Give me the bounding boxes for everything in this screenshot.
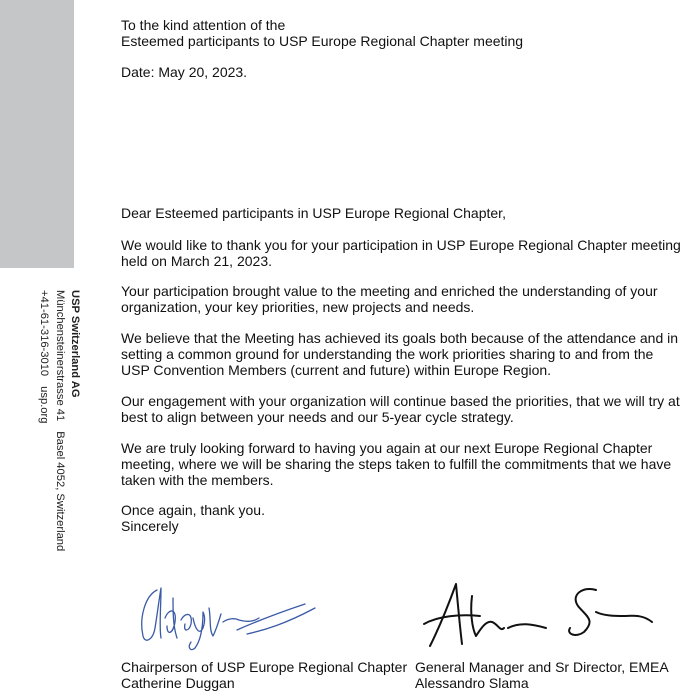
signatory-chair [121, 659, 407, 691]
sender-address [38, 290, 82, 570]
salutation: Dear Esteemed participants in USP Europe Regional Chapter, [121, 205, 506, 221]
signatory-title: Chairperson of USP Europe Regional Chapter [121, 659, 408, 675]
paragraph-2: Your participation brought value to the meeting and enriched the understanding of your organization, your key priorities, new projects and needs. [121, 283, 658, 315]
paragraph-4: Our engagement with your organization will continue based the priorities, that we will try at best to align between your needs and our 5-year cycle strategy. [121, 393, 680, 425]
address-phone: +41-61-316-3010 [38, 290, 50, 377]
signature-slama [420, 576, 660, 651]
letter-date: Date: May 20, 2023. [121, 64, 248, 80]
address-web[interactable]: usp.org [38, 386, 50, 424]
address-street: Münchensteinerstrasse 41 [54, 290, 66, 422]
attention-line-2: Esteemed participants to USP Europe Regional Chapter meeting [121, 33, 524, 49]
attention-block [121, 17, 681, 49]
closing [121, 502, 681, 534]
paragraph-3: We believe that the Meeting has achieved its goals both because of the attendance and in setting a common ground for understanding the work priorities sharing to and from the USP Convention Members (current and future) within Europe Region. [121, 330, 679, 378]
closing-line-2: Sincerely [121, 518, 179, 534]
paragraph-1: We would like to thank you for your participation in USP Europe Regional Chapter meeting held on March 21, 2023. [121, 237, 681, 269]
attention-line-1: To the kind attention of the [121, 17, 286, 33]
signatory-name: Catherine Duggan [121, 675, 235, 691]
paragraph-5: We are truly looking forward to having you again at our next Europe Regional Chapter meeting, where we will be sharing the steps taken to fulfill the commitments that we have taken with the members. [121, 440, 672, 488]
signatory-name: Alessandro Slama [415, 675, 529, 691]
signature-duggan [135, 578, 325, 653]
signatory-gm [415, 659, 669, 691]
signatory-title: General Manager and Sr Director, EMEA [415, 659, 669, 675]
address-city: Basel 4052, Switzerland [54, 431, 66, 552]
company-name: USP Switzerland AG [69, 290, 81, 398]
sidebar-color-bar [0, 0, 74, 268]
closing-line-1: Once again, thank you. [121, 502, 265, 518]
